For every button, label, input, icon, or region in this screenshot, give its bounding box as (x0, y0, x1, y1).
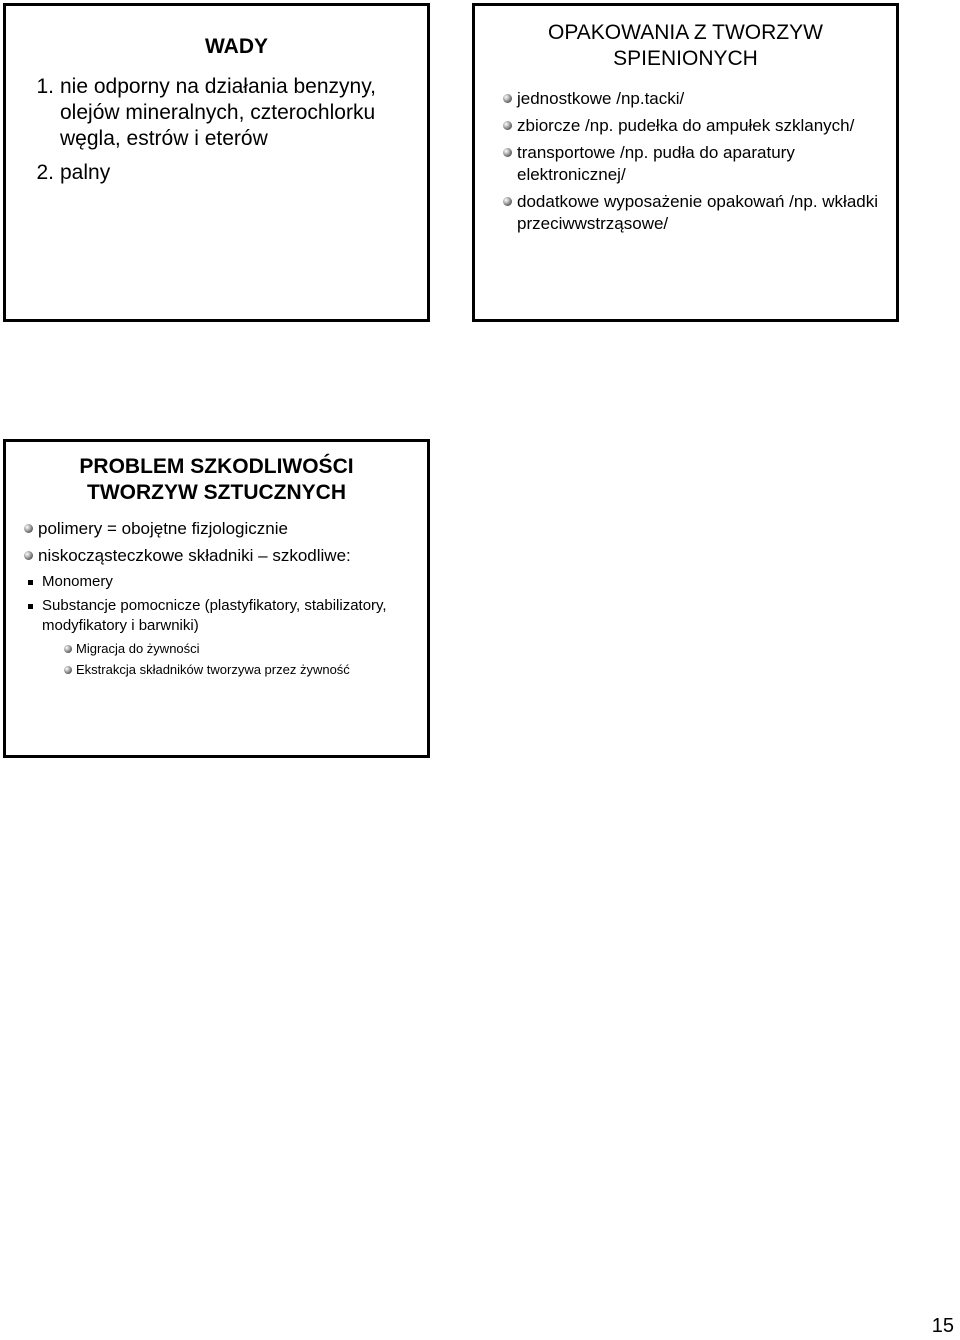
title-line: OPAKOWANIA Z TWORZYW (548, 21, 823, 44)
page-number: 15 (931, 1315, 954, 1337)
square-bullet-icon (28, 580, 33, 585)
list-item (28, 596, 427, 636)
item-text: niskocząsteczkowe składniki – szkodliwe: (38, 546, 351, 565)
list-item (28, 572, 427, 592)
round-bullet-icon (24, 551, 33, 560)
slide-title (6, 454, 427, 506)
round-bullet-icon (503, 148, 512, 157)
list-item (503, 142, 884, 186)
slide-title: WADY (205, 35, 268, 58)
list-item (503, 191, 884, 235)
list-item (24, 518, 427, 540)
harmful-components-list (6, 572, 427, 636)
item-text: palny (60, 161, 111, 184)
packaging-list (475, 88, 896, 235)
item-text: Substancje pomocnicze (plastyfikatory, stabilizatory, modyfikatory i barwniki) (42, 597, 387, 634)
defects-list (6, 74, 427, 186)
slide-foam-packaging (472, 3, 899, 322)
item-text: jednostkowe /np.tacki/ (517, 89, 685, 108)
slide-plastics-harm (3, 439, 430, 758)
list-item (64, 661, 427, 679)
title-line: PROBLEM SZKODLIWOŚCI (79, 455, 354, 478)
list-item (24, 545, 427, 567)
item-text: nie odporny na działania benzyny, olejów mineralnych, czterochlorku węgla, estrów i eterów (60, 75, 376, 150)
item-text: Migracja do żywności (76, 641, 200, 656)
list-item (503, 115, 884, 137)
round-bullet-icon (503, 94, 512, 103)
slide-title (475, 20, 896, 72)
title-line: TWORZYW SZTUCZNYCH (87, 481, 346, 504)
round-bullet-icon (24, 524, 33, 533)
slide-wady (3, 3, 430, 322)
list-item (6, 74, 427, 152)
item-text: Ekstrakcja składników tworzywa przez żywność (76, 662, 350, 677)
item-text: polimery = obojętne fizjologicznie (38, 519, 288, 538)
harm-list (6, 518, 427, 567)
migration-list (6, 640, 427, 679)
item-text: Monomery (42, 573, 113, 590)
round-bullet-icon (64, 666, 72, 674)
square-bullet-icon (28, 604, 33, 609)
item-text: dodatkowe wyposażenie opakowań /np. wkładki przeciwwstrząsowe/ (517, 192, 879, 233)
title-line: SPIENIONYCH (613, 47, 758, 70)
item-number: 2. (36, 161, 54, 184)
list-item (64, 640, 427, 658)
item-number: 1. (36, 75, 54, 98)
round-bullet-icon (503, 121, 512, 130)
item-text: zbiorcze /np. pudełka do ampułek szklanych/ (517, 116, 855, 135)
list-item (503, 88, 884, 110)
list-item (6, 160, 427, 186)
round-bullet-icon (64, 645, 72, 653)
round-bullet-icon (503, 197, 512, 206)
item-text: transportowe /np. pudła do aparatury elektronicznej/ (517, 143, 795, 184)
